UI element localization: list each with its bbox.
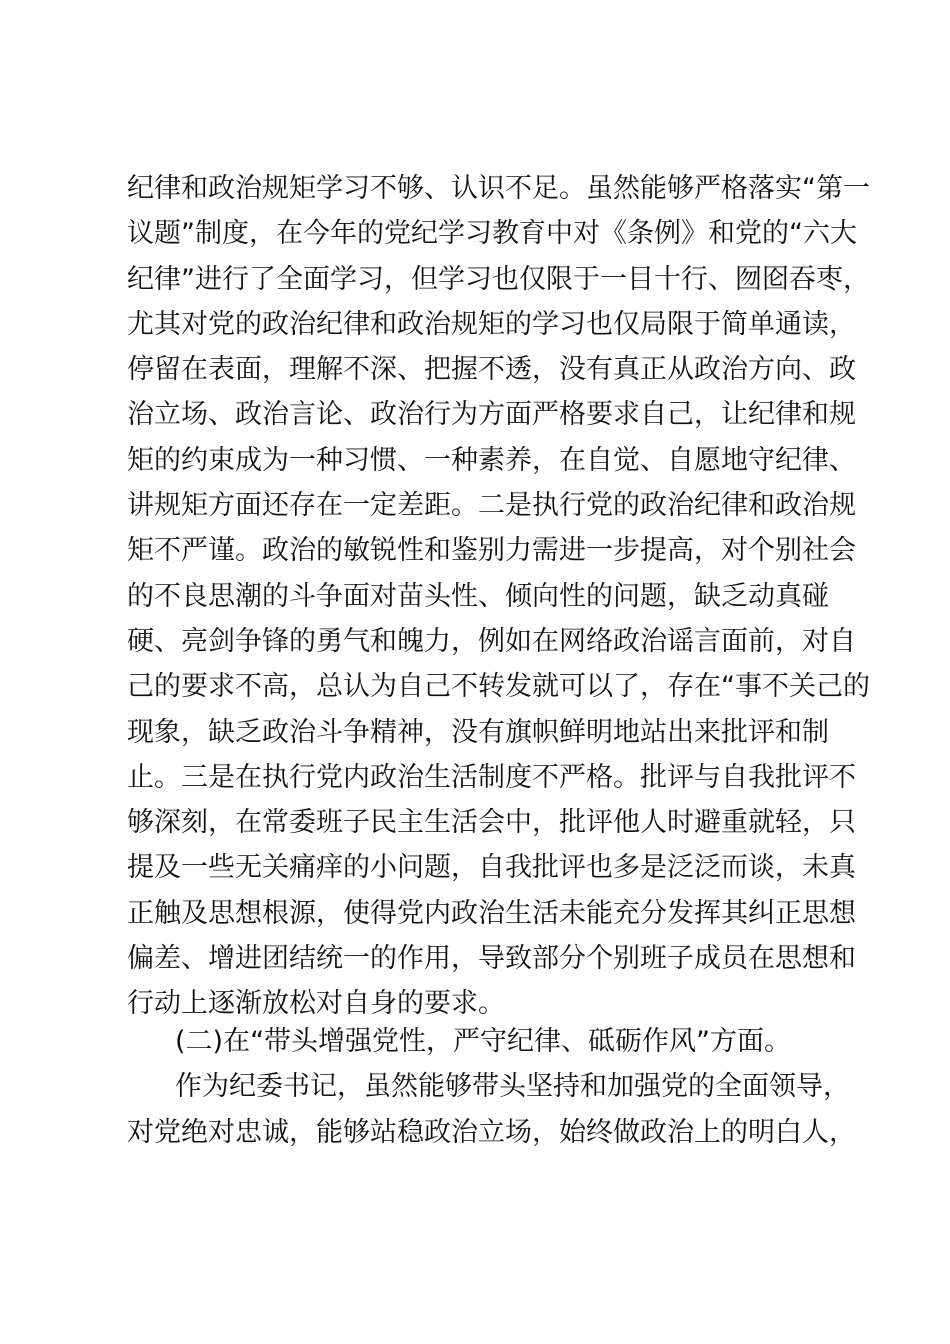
text-line: 对党绝对忠诚，能够站稳政治立场，始终做政治上的明白人， [127, 1116, 856, 1148]
text-line: 偏差、增进团结统一的作用，导致部分个别班子成员在思想和 [127, 943, 856, 975]
text-line: 己的要求不高，总认为自己不转发就可以了，存在“事不关己的 [127, 671, 870, 703]
text-line: 硬、亮剑争锋的勇气和魄力，例如在网络政治谣言面前，对自 [127, 625, 856, 657]
body-paragraph [127, 166, 870, 1027]
text-line: 提及一些无关痛痒的小问题，自我批评也多是泛泛而谈，未真 [127, 852, 856, 884]
text-line: 治立场、政治言论、政治行为方面严格要求自己，让纪律和规 [127, 399, 856, 431]
text-line: 够深刻，在常委班子民主生活会中，批评他人时避重就轻，只 [127, 807, 856, 839]
text-line: 矩的约束成为一种习惯、一种素养，在自觉、自愿地守纪律、 [127, 444, 856, 476]
section-heading: (二)在“带头增强党性，严守纪律、砥砺作风”方面。 [175, 1026, 792, 1057]
text-line: 议题”制度，在今年的党纪学习教育中对《条例》和党的“六大 [127, 218, 857, 250]
text-line: 尤其对党的政治纪律和政治规矩的学习也仅局限于简单通读， [127, 308, 856, 340]
section-block [127, 1019, 856, 1155]
text-line: 讲规矩方面还存在一定差距。二是执行党的政治纪律和政治规 [127, 490, 856, 522]
text-line: 现象，缺乏政治斗争精神，没有旗帜鲜明地站出来批评和制 [127, 716, 829, 748]
text-line: 的不良思潮的斗争面对苗头性、倾向性的问题，缺乏动真碰 [127, 580, 829, 612]
text-line: 行动上逐渐放松对自身的要求。 [127, 988, 505, 1020]
text-line: 停留在表面，理解不深、把握不透，没有真正从政治方向、政 [127, 354, 856, 386]
text-line: 纪律和政治规矩学习不够、认识不足。虽然能够严格落实“第一 [127, 173, 870, 204]
text-line: 矩不严谨。政治的敏锐性和鉴别力需进一步提高，对个别社会 [127, 535, 856, 567]
text-line: 纪律”进行了全面学习，但学习也仅限于一目十行、囫囵吞枣， [127, 263, 870, 295]
text-line: 正触及思想根源，使得党内政治生活未能充分发挥其纠正思想 [127, 897, 856, 929]
text-line: 止。三是在执行党内政治生活制度不严格。批评与自我批评不 [127, 761, 856, 793]
text-line: 作为纪委书记，虽然能够带头坚持和加强党的全面领导， [175, 1071, 850, 1103]
